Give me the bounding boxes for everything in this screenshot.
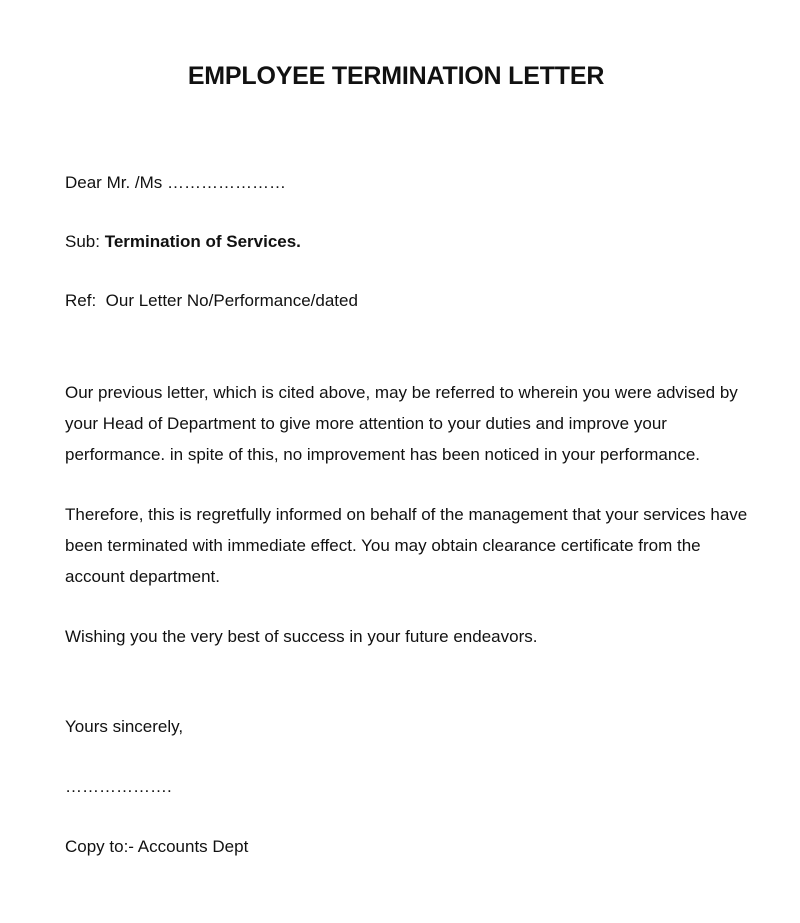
subject-label: Sub: [65, 232, 100, 251]
closing: Yours sincerely, [65, 717, 184, 736]
reference-value: Our Letter No/Performance/dated [105, 291, 358, 310]
salutation: Dear Mr. /Ms ………………… [65, 173, 287, 192]
copy-to: Copy to:- Accounts Dept [65, 837, 249, 856]
signature-placeholder: ………………. [65, 777, 172, 796]
reference-line [65, 290, 358, 312]
body-paragraph-2: Therefore, this is regretfully informed on behalf of the management that your services have been terminated with immediate effect. You may obtain clearance certificate from the account department. [65, 505, 748, 586]
body-paragraph-1: Our previous letter, which is cited above, may be referred to wherein you were advised by your Head of Department to give more attention to your duties and improve your performance. in spite of this, no improvement has been noticed in your performance. [65, 383, 738, 464]
subject-value: Termination of Services. [104, 232, 301, 251]
subject-line [65, 231, 301, 253]
reference-label: Ref: [65, 291, 97, 310]
body-paragraph-3: Wishing you the very best of success in your future endeavors. [65, 627, 538, 646]
document-title: EMPLOYEE TERMINATION LETTER [187, 62, 605, 90]
